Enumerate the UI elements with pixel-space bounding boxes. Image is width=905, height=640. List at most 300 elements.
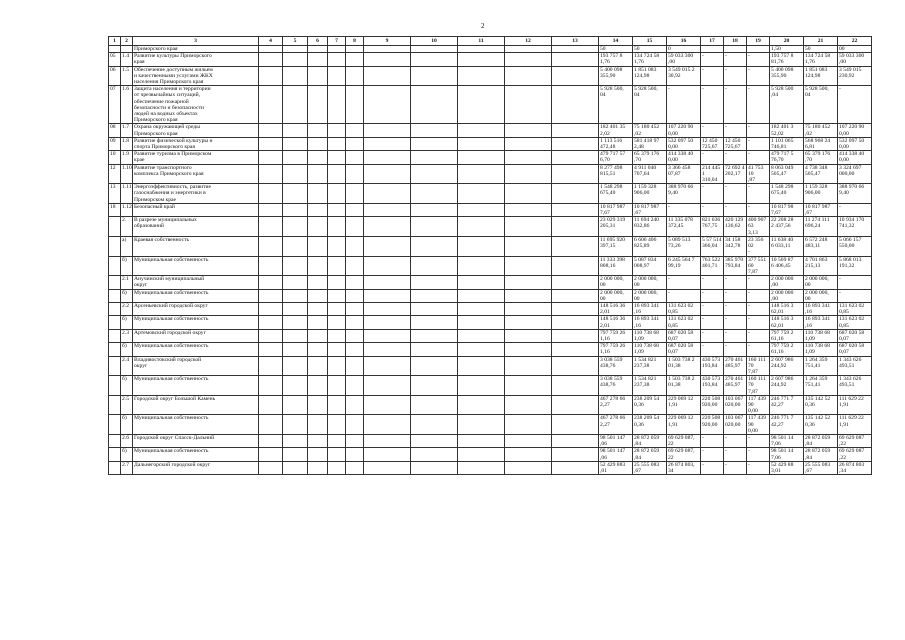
empty-cell <box>458 316 505 329</box>
empty-cell <box>328 66 346 86</box>
value-cell: 131 623 02 0,85 <box>667 316 701 329</box>
table-row <box>109 395 872 415</box>
empty-cell <box>328 164 346 184</box>
row-number-cell: 1.12 <box>121 203 133 216</box>
table-row <box>109 124 872 137</box>
empty-cell <box>411 343 458 356</box>
empty-cell <box>283 316 308 329</box>
row-number-cell: 2.1 <box>121 276 133 289</box>
value-cell: - <box>724 53 747 66</box>
value-cell: 797 759 26 1,16 <box>599 329 633 342</box>
empty-cell <box>328 461 346 474</box>
row-name-cell: Краевая собственность <box>133 236 259 256</box>
value-cell: 5 928 500, 04 <box>599 86 633 124</box>
value-cell: 238 209 54 0,36 <box>633 395 667 415</box>
empty-cell <box>364 276 411 289</box>
empty-cell <box>259 256 283 276</box>
empty-cell <box>346 86 364 124</box>
value-cell: 148 516 36 2,01 <box>599 316 633 329</box>
budget-table-wrapper <box>108 36 866 475</box>
value-cell: 193 757 8 1,76 <box>599 53 633 66</box>
empty-cell <box>364 137 411 150</box>
row-number-cell: б) <box>121 256 133 276</box>
empty-cell <box>283 137 308 150</box>
row-number-cell: 2.5 <box>121 395 133 415</box>
empty-cell <box>552 151 599 164</box>
value-cell: 5 57 514 366,04 <box>701 236 724 256</box>
empty-cell <box>411 86 458 124</box>
empty-cell <box>505 395 552 415</box>
empty-cell <box>346 137 364 150</box>
empty-cell <box>458 356 505 376</box>
empty-cell <box>411 66 458 86</box>
row-name-cell: Муниципальная собственность <box>133 256 259 276</box>
empty-cell <box>552 461 599 474</box>
empty-cell <box>411 151 458 164</box>
row-name-cell: Муниципальная собственность <box>133 316 259 329</box>
empty-cell <box>458 164 505 184</box>
value-cell: 4 911 040 707,64 <box>633 164 667 184</box>
header-cell: 2 <box>121 37 133 46</box>
value-cell: 5 400 098 355,90 <box>599 66 633 86</box>
empty-cell <box>259 316 283 329</box>
value-cell: - <box>747 302 770 315</box>
empty-cell <box>328 124 346 137</box>
empty-cell <box>308 256 328 276</box>
value-cell: - <box>724 86 747 124</box>
empty-cell <box>259 184 283 204</box>
table-row <box>109 164 872 184</box>
value-cell: - <box>724 343 747 356</box>
value-cell: - <box>701 448 724 461</box>
empty-cell <box>364 217 411 237</box>
empty-cell <box>364 289 411 302</box>
empty-cell <box>552 46 599 53</box>
empty-cell <box>552 137 599 150</box>
value-cell: 11 274 111 696,24 <box>804 217 838 237</box>
header-cell: 5 <box>283 37 308 46</box>
empty-cell <box>259 461 283 474</box>
empty-cell <box>458 329 505 342</box>
row-number-cell: 1.10 <box>121 164 133 184</box>
row-number-cell: б) <box>121 376 133 396</box>
row-number-cell: 1.9 <box>121 151 133 164</box>
value-cell: 5 928 500 ,04 <box>770 86 804 124</box>
value-cell: - <box>747 124 770 137</box>
value-cell: 98 501 14 7,06 <box>770 434 804 447</box>
empty-cell <box>552 124 599 137</box>
empty-cell <box>328 395 346 415</box>
table-row <box>109 302 872 315</box>
empty-cell <box>505 329 552 342</box>
row-name-cell: Муниципальная собственность <box>133 448 259 461</box>
empty-cell <box>346 151 364 164</box>
value-cell: 26 874 803 ,34 <box>838 461 872 474</box>
value-cell: 1 548 298 675,40 <box>770 184 804 204</box>
empty-cell <box>505 53 552 66</box>
value-cell: - <box>747 343 770 356</box>
row-name-cell: Муниципальная собственность <box>133 289 259 302</box>
empty-cell <box>283 448 308 461</box>
value-cell: 148 516 3 62,01 <box>770 302 804 315</box>
value-cell: 135 142 52 0,36 <box>804 395 838 415</box>
value-cell: 11 638 40 6 033,11 <box>770 236 804 256</box>
empty-cell <box>364 184 411 204</box>
empty-cell <box>411 276 458 289</box>
value-cell: - <box>724 151 747 164</box>
empty-cell <box>364 53 411 66</box>
value-cell: - <box>667 289 701 302</box>
empty-cell <box>308 316 328 329</box>
value-cell: 2 000 000, 00 <box>804 276 838 289</box>
value-cell: 98 501 147 ,06 <box>599 434 633 447</box>
header-cell: 13 <box>552 37 599 46</box>
empty-cell <box>308 461 328 474</box>
row-number-cell: 2.2 <box>121 302 133 315</box>
value-cell: 5 089 513 73,26 <box>667 236 701 256</box>
row-name-cell: Защита населения и территории от чрезвычайных ситуаций, обеспечение пожарной безопасности и безопасности людей на водных объектах Приморского края <box>133 86 259 124</box>
empty-cell <box>505 137 552 150</box>
row-code-cell <box>109 448 121 461</box>
empty-cell <box>552 164 599 184</box>
value-cell: 182 401 35 2,02 <box>599 124 633 137</box>
value-cell: - <box>701 329 724 342</box>
empty-cell <box>364 124 411 137</box>
header-cell: 18 <box>724 37 747 46</box>
row-number-cell: 1.5 <box>121 66 133 86</box>
value-cell: 8 277 498 815,51 <box>599 164 633 184</box>
empty-cell <box>259 66 283 86</box>
table-row <box>109 151 872 164</box>
value-cell: 2 607 986 244,92 <box>770 376 804 396</box>
table-row <box>109 217 872 237</box>
value-cell: 246 771 7 42,27 <box>770 415 804 435</box>
value-cell: - <box>747 316 770 329</box>
row-name-cell: Охрана окружающей среды Приморского края <box>133 124 259 137</box>
empty-cell <box>259 343 283 356</box>
value-cell: 220 508 920,00 <box>701 415 724 435</box>
empty-cell <box>505 151 552 164</box>
empty-cell <box>346 329 364 342</box>
value-cell: - <box>838 203 872 216</box>
empty-cell <box>411 53 458 66</box>
empty-cell <box>328 276 346 289</box>
value-cell: 8 063 049 505,47 <box>770 164 804 184</box>
row-number-cell: 1.7 <box>121 124 133 137</box>
empty-cell <box>552 329 599 342</box>
row-name-cell: Муниципальная собственность <box>133 343 259 356</box>
empty-cell <box>505 217 552 237</box>
empty-cell <box>364 203 411 216</box>
row-number-cell: б) <box>121 289 133 302</box>
value-cell: 50 <box>633 46 667 53</box>
empty-cell <box>328 434 346 447</box>
empty-cell <box>346 461 364 474</box>
value-cell: - <box>724 66 747 86</box>
row-name-cell: Артемовский городской округ <box>133 329 259 342</box>
empty-cell <box>552 184 599 204</box>
row-code-cell: 09 <box>109 137 121 150</box>
empty-cell <box>346 46 364 53</box>
value-cell: 797 759 2 61,16 <box>770 343 804 356</box>
value-cell: - <box>667 203 701 216</box>
value-cell: 107 220 90 0,00 <box>838 124 872 137</box>
value-cell: 1 101 065 746,81 <box>770 137 804 150</box>
value-cell: - <box>724 302 747 315</box>
value-cell: 414 338 40 0,00 <box>667 151 701 164</box>
empty-cell <box>259 276 283 289</box>
value-cell: 25 555 083 ,67 <box>633 461 667 474</box>
value-cell: 69 629 087 ,22 <box>838 434 872 447</box>
value-cell <box>747 46 770 53</box>
value-cell: 821 036 767,75 <box>701 217 724 237</box>
table-row <box>109 276 872 289</box>
header-cell: 4 <box>259 37 283 46</box>
empty-cell <box>505 276 552 289</box>
value-cell: 148 516 3 62,01 <box>770 316 804 329</box>
empty-cell <box>458 448 505 461</box>
empty-cell <box>364 415 411 435</box>
value-cell: 50 <box>804 46 838 53</box>
value-cell: 1,50 <box>770 46 804 53</box>
empty-cell <box>346 53 364 66</box>
empty-cell <box>283 53 308 66</box>
empty-cell <box>346 316 364 329</box>
value-cell <box>724 46 747 53</box>
empty-cell <box>552 53 599 66</box>
empty-cell <box>411 302 458 315</box>
empty-cell <box>346 415 364 435</box>
value-cell: 568 968 24 6,81 <box>804 137 838 150</box>
empty-cell <box>259 124 283 137</box>
value-cell: 69 629 087, 22 <box>667 448 701 461</box>
empty-cell <box>505 236 552 256</box>
row-number-cell: 2.3 <box>121 329 133 342</box>
empty-cell <box>505 316 552 329</box>
empty-cell <box>552 289 599 302</box>
empty-cell <box>259 289 283 302</box>
empty-cell <box>411 164 458 184</box>
empty-cell <box>458 376 505 396</box>
empty-cell <box>458 343 505 356</box>
value-cell: 110 738 68 1,09 <box>633 343 667 356</box>
value-cell: 1 503 738 2 01,38 <box>667 376 701 396</box>
row-name-cell: В разрезе муниципальных образований <box>133 217 259 237</box>
empty-cell <box>505 184 552 204</box>
table-row <box>109 203 872 216</box>
value-cell: 193 757 8 81,76 <box>770 53 804 66</box>
value-cell: 5 066 157 550,00 <box>838 236 872 256</box>
value-cell: 220 508 920,00 <box>701 395 724 415</box>
value-cell: 1 343 626 493,51 <box>838 376 872 396</box>
header-cell: 8 <box>346 37 364 46</box>
table-row <box>109 184 872 204</box>
header-cell: 15 <box>633 37 667 46</box>
empty-cell <box>505 289 552 302</box>
empty-cell <box>283 329 308 342</box>
value-cell: 10 817 987 ,67 <box>804 203 838 216</box>
value-cell: 16 893 341 ,16 <box>804 302 838 315</box>
empty-cell <box>505 343 552 356</box>
empty-cell <box>346 236 364 256</box>
empty-cell <box>283 151 308 164</box>
value-cell: - <box>701 203 724 216</box>
value-cell: 581 418 97 2,48 <box>633 137 667 150</box>
table-row <box>109 236 872 256</box>
value-cell: - <box>747 151 770 164</box>
empty-cell <box>346 343 364 356</box>
row-code-cell <box>109 276 121 289</box>
empty-cell <box>411 256 458 276</box>
value-cell: 52 429 88 3,01 <box>770 461 804 474</box>
row-code-cell <box>109 256 121 276</box>
empty-cell <box>552 276 599 289</box>
empty-cell <box>259 448 283 461</box>
value-cell: - <box>724 461 747 474</box>
empty-cell <box>364 151 411 164</box>
empty-cell <box>411 203 458 216</box>
row-name-cell: Муниципальная собственность <box>133 376 259 396</box>
empty-cell <box>458 289 505 302</box>
value-cell: 28 872 059 ,84 <box>633 434 667 447</box>
empty-cell <box>328 184 346 204</box>
value-cell: 148 516 36 2,01 <box>599 302 633 315</box>
empty-cell <box>364 395 411 415</box>
value-cell: 111 629 22 1,91 <box>838 395 872 415</box>
empty-cell <box>411 448 458 461</box>
value-cell: - <box>747 184 770 204</box>
value-cell: 107 220 90 0,00 <box>667 124 701 137</box>
empty-cell <box>505 46 552 53</box>
value-cell: 5 868 013 191,32 <box>838 256 872 276</box>
row-name-cell: Арсеньевский городской округ <box>133 302 259 315</box>
empty-cell <box>259 302 283 315</box>
value-cell: 69 629 087 ,22 <box>838 448 872 461</box>
value-cell: 22 208 28 2 437,56 <box>770 217 804 237</box>
empty-cell <box>283 124 308 137</box>
row-name-cell: Обеспечение доступным жильем и качественными услугами ЖКХ населения Приморского края <box>133 66 259 86</box>
empty-cell <box>458 124 505 137</box>
empty-cell <box>458 53 505 66</box>
table-row <box>109 46 872 53</box>
value-cell: 1 264 359 751,41 <box>804 376 838 396</box>
empty-cell <box>458 434 505 447</box>
value-cell: 34 158 342,78 <box>724 236 747 256</box>
row-code-cell: 05 <box>109 53 121 66</box>
empty-cell <box>308 184 328 204</box>
empty-cell <box>346 289 364 302</box>
empty-cell <box>259 53 283 66</box>
table-row <box>109 376 872 396</box>
value-cell: - <box>724 184 747 204</box>
empty-cell <box>505 302 552 315</box>
empty-cell <box>458 415 505 435</box>
value-cell: 23 029 319 205,31 <box>599 217 633 237</box>
value-cell: 28 872 059 ,84 <box>633 448 667 461</box>
empty-cell <box>308 376 328 396</box>
value-cell: - <box>747 461 770 474</box>
value-cell: - <box>838 86 872 124</box>
empty-cell <box>458 256 505 276</box>
empty-cell <box>259 137 283 150</box>
value-cell: 1 113 516 472,48 <box>599 137 633 150</box>
empty-cell <box>458 276 505 289</box>
row-number-cell: б) <box>121 316 133 329</box>
value-cell: - <box>724 203 747 216</box>
value-cell: 41 753 10 ,87 <box>747 164 770 184</box>
value-cell: 1 264 359 751,41 <box>804 356 838 376</box>
row-name-cell: Владивостокский городской округ <box>133 356 259 376</box>
value-cell: 414 338 40 0,00 <box>838 151 872 164</box>
value-cell: 11 333 398 808,16 <box>599 256 633 276</box>
empty-cell <box>308 448 328 461</box>
table-row <box>109 448 872 461</box>
value-cell: 16 893 341 ,16 <box>633 316 667 329</box>
table-row <box>109 415 872 435</box>
empty-cell <box>346 356 364 376</box>
empty-cell <box>411 236 458 256</box>
empty-cell <box>458 184 505 204</box>
empty-cell <box>283 461 308 474</box>
row-code-cell <box>109 461 121 474</box>
empty-cell <box>308 86 328 124</box>
empty-cell <box>364 236 411 256</box>
table-row <box>109 356 872 376</box>
value-cell: 1 851 083 124,98 <box>633 66 667 86</box>
empty-cell <box>364 66 411 86</box>
row-number-cell: 2.7 <box>121 461 133 474</box>
value-cell: 385 970 793,84 <box>724 256 747 276</box>
row-name-cell: Развитие транспортного комплекса Приморского края <box>133 164 259 184</box>
empty-cell <box>283 256 308 276</box>
value-cell: 117 439 90 0,00 <box>747 395 770 415</box>
empty-cell <box>308 203 328 216</box>
value-cell: 5 928 500, 04 <box>633 86 667 124</box>
empty-cell <box>364 461 411 474</box>
empty-cell <box>328 376 346 396</box>
value-cell: - <box>701 316 724 329</box>
empty-cell <box>364 256 411 276</box>
value-cell: 1 503 738 2 01,38 <box>667 356 701 376</box>
empty-cell <box>364 376 411 396</box>
row-number-cell: 1.6 <box>121 86 133 124</box>
empty-cell <box>552 86 599 124</box>
value-cell: 160 111 70 7,87 <box>747 356 770 376</box>
value-cell: 131 623 02 0,85 <box>838 316 872 329</box>
row-name-cell: Развитие культуры Приморского края <box>133 53 259 66</box>
value-cell: 10 817 987 7,67 <box>599 203 633 216</box>
empty-cell <box>458 395 505 415</box>
header-cell: 20 <box>770 37 804 46</box>
empty-cell <box>328 256 346 276</box>
value-cell: 98 501 147 ,06 <box>599 448 633 461</box>
empty-cell <box>328 415 346 435</box>
empty-cell <box>328 46 346 53</box>
empty-cell <box>346 276 364 289</box>
empty-cell <box>505 376 552 396</box>
empty-cell <box>308 53 328 66</box>
empty-cell <box>552 376 599 396</box>
row-number-cell: 1.8 <box>121 137 133 150</box>
row-code-cell: 06 <box>109 66 121 86</box>
row-code-cell <box>109 316 121 329</box>
empty-cell <box>346 217 364 237</box>
value-cell: 10 934 170 741,32 <box>838 217 872 237</box>
value-cell: - <box>747 276 770 289</box>
value-cell: - <box>701 184 724 204</box>
empty-cell <box>283 395 308 415</box>
value-cell: 238 209 54 0,36 <box>633 415 667 435</box>
